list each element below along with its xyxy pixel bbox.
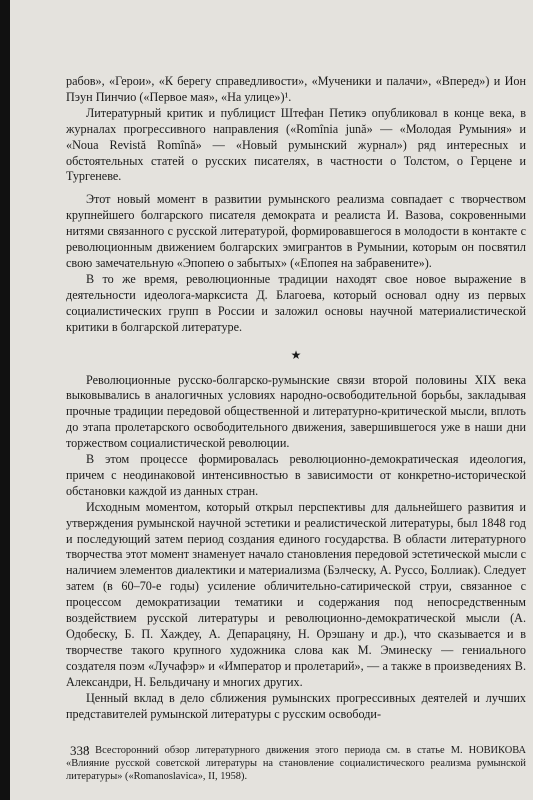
section-separator: ★ [290, 347, 302, 362]
paragraph-1848: Исходным моментом, который открыл перспективы для дальнейшего развития и утверждения румынской научной эстетики и реалистической литературы, был 1848 год и последующий затем период создания единого государства. В области литературного творчества этот момент знаменует начало становления передовой эстетической мысли с наличием элементов диалектики и материализма (Бэлческу, А. Руссо, Боллиак). Следует затем (в 60–70-е годы) усиление обличительно-сатирической струи, связанное с процессом демократизации тематики и содержания под непосредственным воздействием русской литературы и революционно-демократической мысли (А. Одобеску, Б. П. Хаждеу, А. Депарацяну, Н. Орэшану и др.), что сказывается и в творчестве такого крупного художника слова как М. Эминеску — гениального создателя поэм «Лучафэр» и «Император и пролетарий», — а также в произведениях В. Александри, Н. Бельдичану и многих других. [66, 499, 526, 689]
paragraph-vazov: Этот новый момент в развитии румынского реализма совпадает с творчеством крупнейшего болгарского писателя демократа и реалиста И. Вазова, сокровенными нитями связанного с русской литературой, формировавшегося в молодости в контакте с революционным движением болгарских эмигрантов в Румынии, которым он посвятил свою замечательную «Эпопею о забытых» («Епопея на забравените»). [66, 192, 526, 270]
paragraph-revolutionary-ties: Революционные русско-болгарско-румынские связи второй половины XIX века выковывались в аналогичных условиях народно-освободительной борьбы, закладывая прочные традиции передовой общественной и литературно-критической мысли, вплоть до этапа пролетарского освободительного движения, завершившегося уже в наши дни торжеством социалистической революции. [66, 372, 526, 451]
page-number: 338 [70, 743, 90, 758]
text-column [66, 74, 526, 783]
paragraph-continuation: рабов», «Герои», «К берегу справедливости», «Мученики и палачи», «Вперед») и Ион Пэун Пинчио («Первое мая», «На улице»)¹. [66, 74, 526, 104]
book-page [10, 0, 533, 800]
footnote-text: ¹ Всесторонний обзор литературного движения этого периода см. в статье М. НОВИКОВА «Влияние русской советской литературы на становление социалистического реализма румынской литературы» («Romanoslavica», II, 1958). [66, 745, 526, 783]
paragraph-ideology: В этом процессе формировалась революционно-демократическая идеология, причем с неодинаковой интенсивностью в зависимости от конкретно-исторической обстановки каждой из данных стран. [66, 452, 526, 498]
paragraph-contribution: Ценный вклад в дело сближения румынских прогрессивных деятелей и лучших представителей румынской литературы с русским освободи- [66, 690, 526, 721]
paragraph-blagoev: В то же время, революционные традиции находят свое новое выражение в деятельности идеолога-марксиста Д. Благоева, который основал одну из первых социалистических групп в России и заложил основы научной материалистической критики в болгарской литературе. [66, 271, 526, 334]
paragraph-petike: Литературный критик и публицист Штефан Петикэ опубликовал в конце века, в журналах прогрессивного направления («Romînia jună» — «Молодая Румыния» и «Noua Revistă Romînă» — «Новый румынский журнал») ряд интересных и обстоятельных статей о русских писателях, в частности о Толстом, о Герцене и Тургеневе. [66, 105, 526, 184]
footnote [66, 744, 526, 783]
